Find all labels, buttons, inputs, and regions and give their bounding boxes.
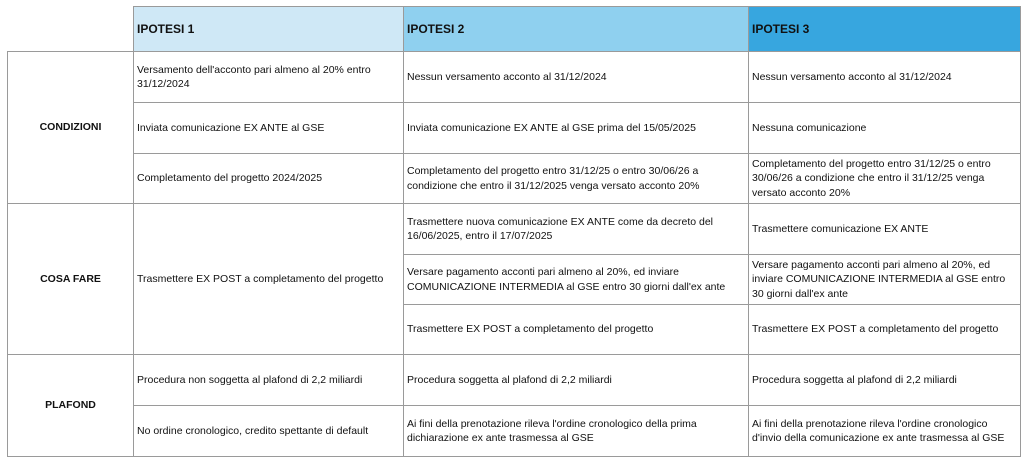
table-cell: Procedura soggetta al plafond di 2,2 miliardi — [404, 355, 749, 406]
table-cell: Nessun versamento acconto al 31/12/2024 — [749, 52, 1021, 103]
header-row — [8, 7, 1021, 52]
table-cell: Completamento del progetto entro 31/12/25 o entro 30/06/26 a condizione che entro il 31/12/25 venga versato acconto 20% — [749, 154, 1021, 204]
header-ipotesi-2: IPOTESI 2 — [404, 7, 749, 52]
table-cell: Procedura non soggetta al plafond di 2,2 miliardi — [134, 355, 404, 406]
table-row — [8, 103, 1021, 154]
table-cell: Nessun versamento acconto al 31/12/2024 — [404, 52, 749, 103]
table-cell: No ordine cronologico, credito spettante di default — [134, 406, 404, 457]
table-cell: Ai fini della prenotazione rileva l'ordine cronologico della prima dichiarazione ex ante trasmessa al GSE — [404, 406, 749, 457]
table-row — [8, 204, 1021, 255]
table-cell: Trasmettere EX POST a completamento del progetto — [134, 204, 404, 355]
table-cell: Completamento del progetto 2024/2025 — [134, 154, 404, 204]
table-cell: Versare pagamento acconti pari almeno al 20%, ed inviare COMUNICAZIONE INTERMEDIA al GSE entro 30 giorni dall'ex ante — [749, 255, 1021, 305]
table-row — [8, 355, 1021, 406]
table-cell: Inviata comunicazione EX ANTE al GSE prima del 15/05/2025 — [404, 103, 749, 154]
table-cell: Trasmettere nuova comunicazione EX ANTE come da decreto del 16/06/2025, entro il 17/07/2025 — [404, 204, 749, 255]
table-cell: Versare pagamento acconti pari almeno al 20%, ed inviare COMUNICAZIONE INTERMEDIA al GSE entro 30 giorni dall'ex ante — [404, 255, 749, 305]
table-cell: Ai fini della prenotazione rileva l'ordine cronologico d'invio della comunicazione ex ante trasmessa al GSE — [749, 406, 1021, 457]
table-cell: Versamento dell'acconto pari almeno al 20% entro 31/12/2024 — [134, 52, 404, 103]
section-label-cosa-fare: COSA FARE — [8, 204, 134, 355]
section-label-plafond: PLAFOND — [8, 355, 134, 457]
table-row — [8, 154, 1021, 204]
table-cell: Inviata comunicazione EX ANTE al GSE — [134, 103, 404, 154]
header-ipotesi-3: IPOTESI 3 — [749, 7, 1021, 52]
comparison-table — [7, 6, 1021, 457]
table-cell: Completamento del progetto entro 31/12/25 o entro 30/06/26 a condizione che entro il 31/12/2025 venga versato acconto 20% — [404, 154, 749, 204]
table-cell: Trasmettere EX POST a completamento del progetto — [404, 305, 749, 355]
table-cell: Trasmettere comunicazione EX ANTE — [749, 204, 1021, 255]
table-cell: Procedura soggetta al plafond di 2,2 miliardi — [749, 355, 1021, 406]
header-ipotesi-1: IPOTESI 1 — [134, 7, 404, 52]
section-label-condizioni: CONDIZIONI — [8, 52, 134, 204]
table-cell: Trasmettere EX POST a completamento del progetto — [749, 305, 1021, 355]
table-row — [8, 406, 1021, 457]
table-cell: Nessuna comunicazione — [749, 103, 1021, 154]
corner-cell — [8, 7, 134, 52]
table-row — [8, 52, 1021, 103]
